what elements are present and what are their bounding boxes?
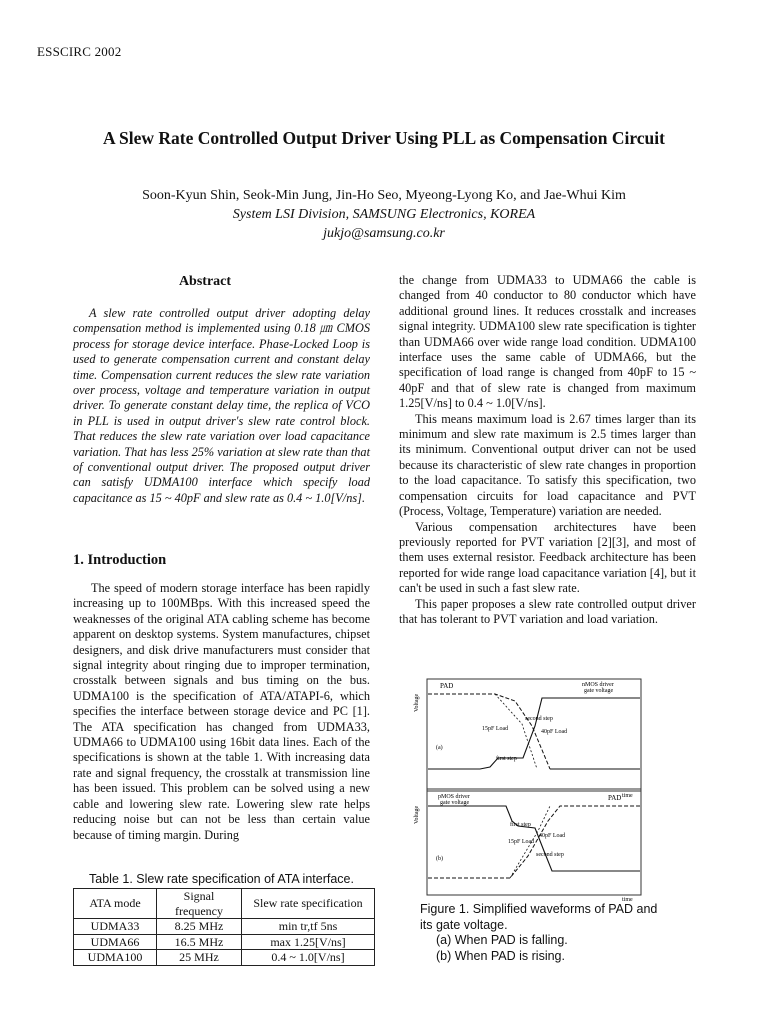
slew-rate-table bbox=[73, 888, 375, 966]
paragraph: This means maximum load is 2.67 times larger than its minimum and slew rate maximum is 2.5 times larger than its minimum. Conventional output driver can not be used because its characteristic of slew rate changes in proportion to the load capacitance. To satisfy this specification, two compensation circuits for load capacitance and PVT (Process, Voltage, Temperature) variation are needed. bbox=[399, 411, 696, 519]
caption-line: its gate voltage. bbox=[420, 917, 508, 932]
second-step-label: second step bbox=[536, 852, 564, 858]
table-header: ATA mode bbox=[74, 889, 157, 919]
table-row bbox=[74, 919, 375, 935]
x-axis-label: time bbox=[622, 897, 633, 902]
table-cell: UDMA66 bbox=[74, 934, 157, 950]
paragraph: the change from UDMA33 to UDMA66 the cable is changed from 40 conductor to 80 conductor which have additional ground lines. It reduces crosstalk and increases signal integrity. UDMA100 slew rate specification is tighter than UDMA66 over wide range load condition. UDMA100 interface uses the same cable of UDMA66, but the specification of load range is changed from 40pF to 15 ~ 40pF and that of slew rate is changed from maximum 1.25[V/ns] to 0.4 ~ 1.0[V/ns]. bbox=[399, 273, 696, 411]
figure-1b bbox=[410, 786, 650, 907]
abstract-text: A slew rate controlled output driver adopting delay compensation method is implemented using 0.18 ㎛ CMOS process for storage device interface. Phase-Locked Loop is used to generate compensation current and constant delay time. Compensation current reduces the slew rate variation over process, voltage and temperature variation in output driver. To generate constant delay time, the replica of VCO in PLL is used in output driver's slew rate control block. That reduces the slew rate variation over load capacitance variation. That has less 25% variation at slew rate than that of conventional output driver. The proposed output driver can satisfy UDMA100 interface which specify load capacitance as 15 ~ 40pF and slew rate as 0.4 ~ 1.0[V/ns]. bbox=[73, 306, 370, 505]
paper-title: A Slew Rate Controlled Output Driver Using PLL as Compensation Circuit bbox=[103, 128, 665, 148]
waveform-rising bbox=[410, 786, 650, 902]
table-caption: Table 1. Slew rate specification of ATA interface. bbox=[89, 872, 354, 886]
table-cell: 0.4 ~ 1.0[V/ns] bbox=[242, 950, 375, 966]
introduction-text: The speed of modern storage interface has been rapidly increasing up to 100MBps. With this increased speed the weaknesses of the original ATA cabling scheme has become apparent on desktop systems. System manufactures, chipset designers, and disk drive manufacturers must consider that signal integrity about ringing due to improper termination, crosstalk between signals and bus timing on the bus. UDMA100 is the specification of ATA/ATAPI-6, which specifies the interface between storage device and PC [1]. The ATA specification has changed from UDMA33, UDMA66 to UDMA100 using 16bit data lines. Each of the specifications is shown at the table 1. With increasing data rate and signal frequency, the crosstalk at transmission line has been issued. This problem can be solved using a new cable and lowering slew rate. Lowering slew rate helps reducing noise but can not be less than certain value because of timing margin. During bbox=[73, 581, 370, 842]
x-axis-label: time bbox=[622, 793, 633, 798]
table-cell: max 1.25[V/ns] bbox=[242, 934, 375, 950]
caption-line: Figure 1. Simplified waveforms of PAD and bbox=[420, 902, 658, 916]
caption-a: (a) When PAD is falling. bbox=[436, 933, 568, 947]
caption-b: (b) When PAD is rising. bbox=[436, 948, 565, 963]
load40-label: 40pF Load bbox=[541, 729, 568, 735]
gate-label-2: gate voltage bbox=[440, 800, 470, 806]
first-step-label: first step bbox=[510, 822, 531, 828]
panel-tag: (b) bbox=[436, 856, 443, 862]
abstract-heading: Abstract bbox=[178, 274, 232, 289]
table-cell: 16.5 MHz bbox=[157, 934, 242, 950]
table-cell: 25 MHz bbox=[157, 950, 242, 966]
author-list: Soon-Kyun Shin, Seok-Min Jung, Jin-Ho Seo, Myeong-Lyong Ko, and Jae-Whui Kim bbox=[142, 188, 626, 203]
table-header-row bbox=[74, 889, 375, 919]
table-cell: UDMA33 bbox=[74, 919, 157, 935]
affiliation: System LSI Division, SAMSUNG Electronics, KOREA bbox=[232, 207, 536, 222]
table-cell: min tr,tf 5ns bbox=[242, 919, 375, 935]
waveform-falling bbox=[410, 676, 650, 798]
author-block bbox=[0, 186, 768, 243]
gate-label-1: nMOS driver bbox=[582, 682, 614, 688]
right-column-text bbox=[399, 273, 696, 627]
panel-tag: (a) bbox=[436, 745, 443, 751]
load15-label: 15pF Load bbox=[482, 726, 509, 732]
introduction-heading: 1. Introduction bbox=[73, 552, 167, 568]
y-axis-label: Voltage bbox=[414, 805, 420, 824]
pad-label: PAD bbox=[440, 682, 454, 690]
gate-waveform bbox=[428, 698, 640, 769]
conference-header: ESSCIRC 2002 bbox=[37, 44, 122, 59]
pad-label: PAD bbox=[608, 794, 622, 802]
second-step-label: second step bbox=[525, 716, 553, 722]
email: jukjo@samsung.co.kr bbox=[323, 226, 445, 241]
load15-label: 15pF Load bbox=[508, 839, 535, 845]
figure-1a bbox=[410, 676, 650, 803]
paragraph: This paper proposes a slew rate controlled output driver that has tolerant to PVT variation and load variation. bbox=[399, 596, 696, 626]
paragraph: Various compensation architectures have been previously reported for PVT variation [2][3], and most of them uses external resistor. Feedback architecture has been reported for wide range load capacitance variation [4], but it can't be used in such a fast slew rate. bbox=[399, 519, 696, 596]
gate-label-2: gate voltage bbox=[584, 688, 614, 694]
table-header: Slew rate specification bbox=[242, 889, 375, 919]
y-axis-label: Voltage bbox=[414, 693, 420, 712]
gate-label-1: pMOS driver bbox=[438, 794, 470, 800]
figure-caption bbox=[420, 902, 700, 964]
table-row bbox=[74, 934, 375, 950]
table-row bbox=[74, 950, 375, 966]
table-header: Signal frequency bbox=[157, 889, 242, 919]
load40-label: 40pF Load bbox=[539, 833, 566, 839]
table-cell: 8.25 MHz bbox=[157, 919, 242, 935]
table-cell: UDMA100 bbox=[74, 950, 157, 966]
first-step-label: first step bbox=[496, 756, 517, 762]
